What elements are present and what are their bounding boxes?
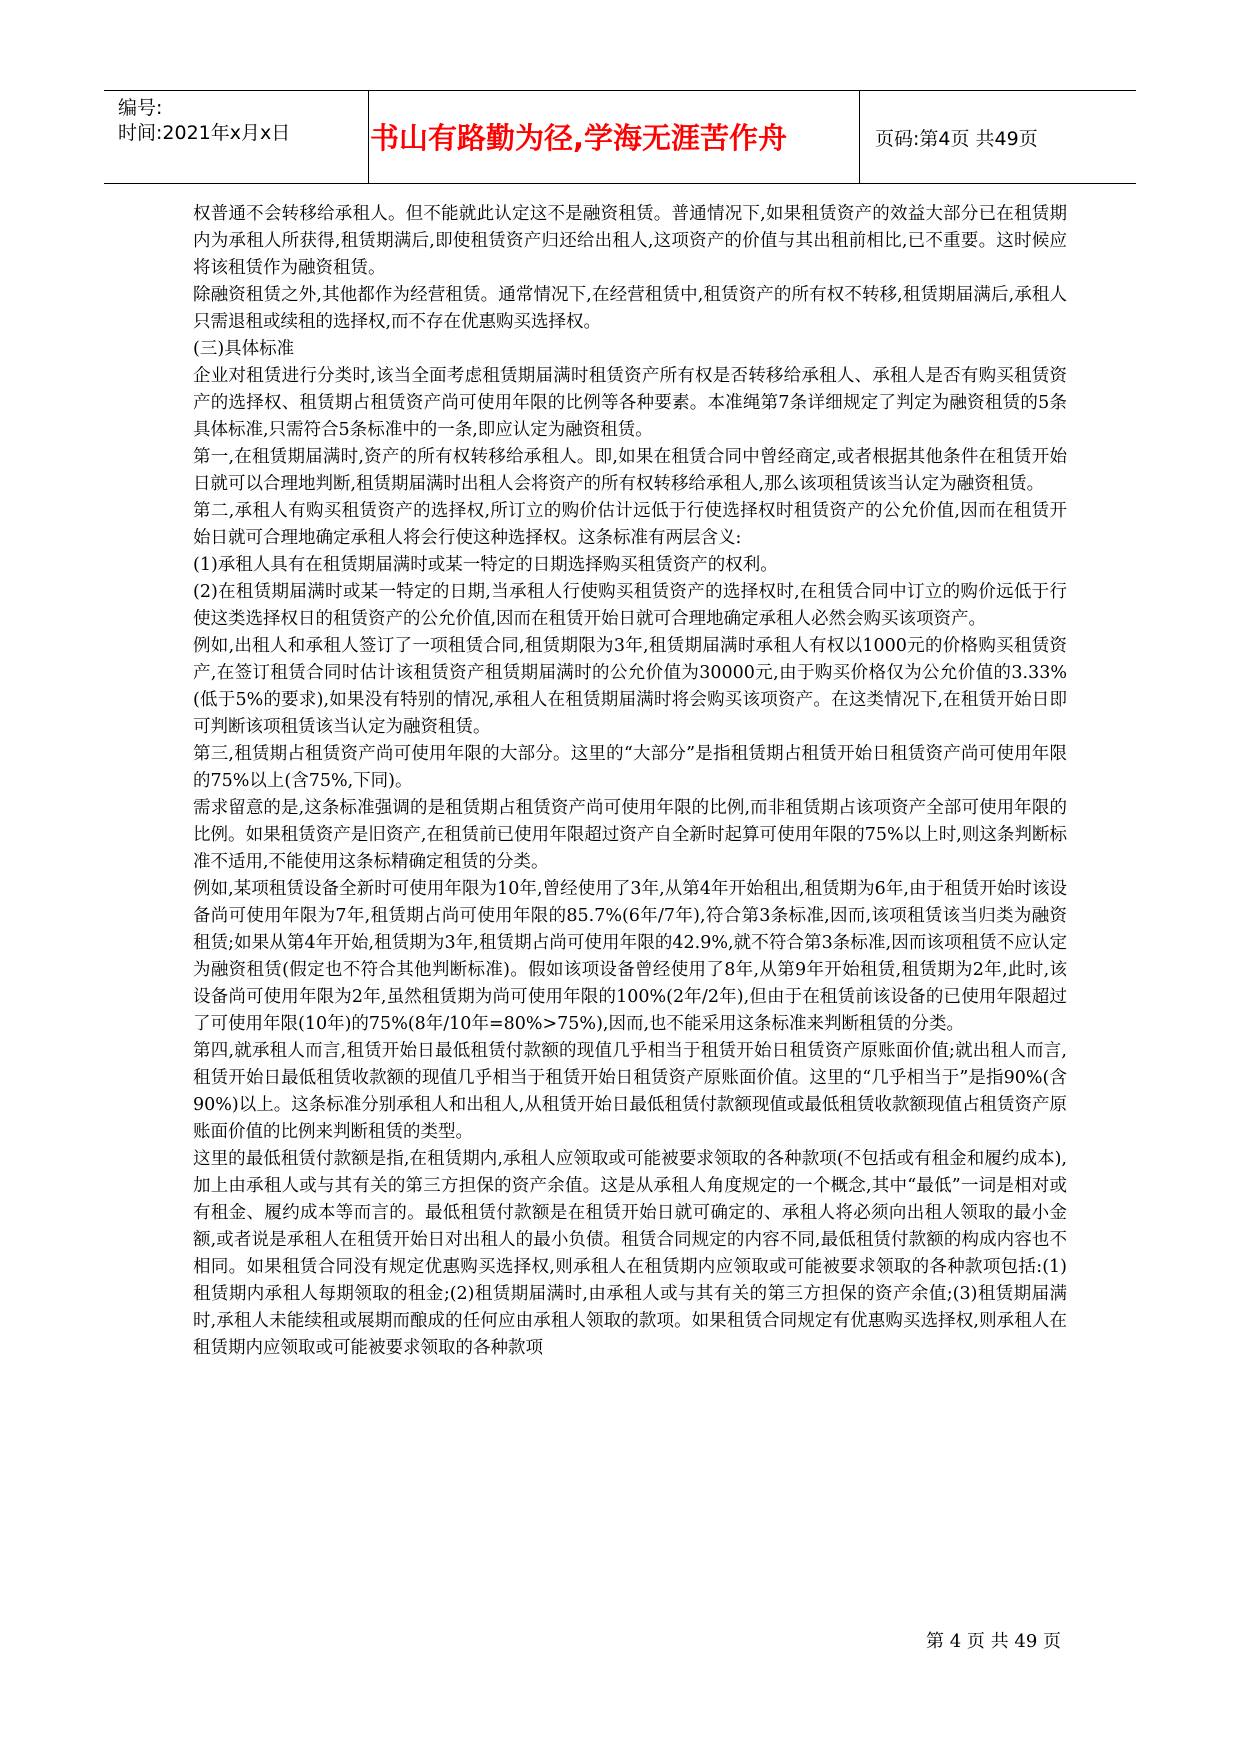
document-body — [193, 201, 1067, 1362]
header-motto: 书山有路勤为径,学海无涯苦作舟 — [370, 121, 788, 155]
paragraph: (1)承租人具有在租赁期届满时或某一特定的日期选择购买租赁资产的权利。 — [193, 555, 778, 575]
paragraph: 例如,某项租赁设备全新时可使用年限为10年,曾经使用了3年,从第4年开始租出,租赁期为6年,由于租赁开始时该设备尚可使用年限为7年,租赁期占尚可使用年限的85.7%(6年/7年),符合第3条标准,因而,该项租赁该当归类为融资租赁;如果从第4年开始,租赁期为3年,租赁期占尚可使用年限的42.9%,就不符合第3条标准,因而该项租赁不应认定为融资租赁(假定也不符合其他判断标准)。假如该项设备曾经使用了8年,从第9年开始租赁,租赁期为2年,此时,该设备尚可使用年限为2年,虽然租赁期为尚可使用年限的100%(2年/2年),但由于在租赁前该设备的已使用年限超过了可使用年限(10年)的75%(8年/10年=80%>75%),因而,也不能采用这条标准来判断租赁的分类。 — [193, 879, 1067, 1034]
paragraph: 需求留意的是,这条标准强调的是租赁期占租赁资产尚可使用年限的比例,而非租赁期占该项资产全部可使用年限的比例。如果租赁资产是旧资产,在租赁前已使用年限超过资产自全新时起算可使用年限的75%以上时,则这条判断标准不适用,不能使用这条标精确定租赁的分类。 — [193, 798, 1067, 872]
footer-page-number: 第 4 页 共 49 页 — [926, 1631, 1061, 1652]
header-top-rule — [104, 90, 1136, 91]
serial-label: 编号: — [118, 97, 163, 119]
header-bottom-rule — [104, 183, 1136, 184]
section-heading: (三)具体标准 — [193, 339, 295, 359]
paragraph: 除融资租赁之外,其他都作为经营租赁。通常情况下,在经营租赁中,租赁资产的所有权不转移,租赁期届满后,承租人只需退租或续租的选择权,而不存在优惠购买选择权。 — [193, 285, 1067, 332]
paragraph: 企业对租赁进行分类时,该当全面考虑租赁期届满时租赁资产所有权是否转移给承租人、承租人是否有购买租赁资产的选择权、租赁期占租赁资产尚可使用年限的比例等各种要素。本准绳第7条详细规定了判定为融资租赁的5条具体标准,只需符合5条标准中的一条,即应认定为融资租赁。 — [193, 366, 1067, 440]
header-divider-right — [859, 90, 860, 183]
paragraph: 第二,承租人有购买租赁资产的选择权,所订立的购价估计远低于行使选择权时租赁资产的公允价值,因而在租赁开始日就可合理地确定承租人将会行使这种选择权。这条标准有两层含义: — [193, 501, 1067, 548]
paragraph: 第四,就承租人而言,租赁开始日最低租赁付款额的现值几乎相当于租赁开始日租赁资产原账面价值;就出租人而言,租赁开始日最低租赁收款额的现值几乎相当于租赁开始日租赁资产原账面价值。这里的“几乎相当于”是指90%(含90%)以上。这条标准分别承租人和出租人,从租赁开始日最低租赁付款额现值或最低租赁收款额现值占租赁资产原账面价值的比例来判断租赁的类型。 — [193, 1041, 1067, 1142]
header-divider-left — [368, 90, 369, 183]
paragraph: 这里的最低租赁付款额是指,在租赁期内,承租人应领取或可能被要求领取的各种款项(不包括或有租金和履约成本),加上由承租人或与其有关的第三方担保的资产余值。这是从承租人角度规定的一个概念,其中“最低”一词是相对或有租金、履约成本等而言的。最低租赁付款额是在租赁开始日就可确定的、承租人将必须向出租人领取的最小金额,或者说是承租人在租赁开始日对出租人的最小负债。租赁合同规定的内容不同,最低租赁付款额的构成内容也不相同。如果租赁合同没有规定优惠购买选择权,则承租人在租赁期内应领取或可能被要求领取的各种款项包括:(1)租赁期内承租人每期领取的租金;(2)租赁期届满时,由承租人或与其有关的第三方担保的资产余值;(3)租赁期届满时,承租人未能续租或展期而酿成的任何应由承租人领取的款项。如果租赁合同规定有优惠购买选择权,则承租人在租赁期内应领取或可能被要求领取的各种款项 — [193, 1149, 1067, 1358]
time-label: 时间:2021年x月x日 — [118, 122, 291, 144]
page-number-label: 页码:第4页 共49页 — [875, 128, 1038, 150]
paragraph: 第一,在租赁期届满时,资产的所有权转移给承租人。即,如果在租赁合同中曾经商定,或者根据其他条件在租赁开始日就可以合理地判断,租赁期届满时出租人会将资产的所有权转移给承租人,那么该项租赁该当认定为融资租赁。 — [193, 447, 1067, 494]
paragraph: 第三,租赁期占租赁资产尚可使用年限的大部分。这里的“大部分”是指租赁期占租赁开始日租赁资产尚可使用年限的75%以上(含75%,下同)。 — [193, 744, 1067, 791]
paragraph: (2)在租赁期届满时或某一特定的日期,当承租人行使购买租赁资产的选择权时,在租赁合同中订立的购价远低于行使这类选择权日的租赁资产的公允价值,因而在租赁开始日就可合理地确定承租人必然会购买该项资产。 — [193, 582, 1067, 629]
paragraph: 权普通不会转移给承租人。但不能就此认定这不是融资租赁。普通情况下,如果租赁资产的效益大部分已在租赁期内为承租人所获得,租赁期满后,即使租赁资产归还给出租人,这项资产的价值与其出租前相比,已不重要。这时候应将该租赁作为融资租赁。 — [193, 204, 1067, 278]
paragraph: 例如,出租人和承租人签订了一项租赁合同,租赁期限为3年,租赁期届满时承租人有权以1000元的价格购买租赁资产,在签订租赁合同时估计该租赁资产租赁期届满时的公允价值为30000元,由于购买价格仅为公允价值的3.33%(低于5%的要求),如果没有特别的情况,承租人在租赁期届满时将会购买该项资产。在这类情况下,在租赁开始日即可判断该项租赁该当认定为融资租赁。 — [193, 636, 1067, 737]
